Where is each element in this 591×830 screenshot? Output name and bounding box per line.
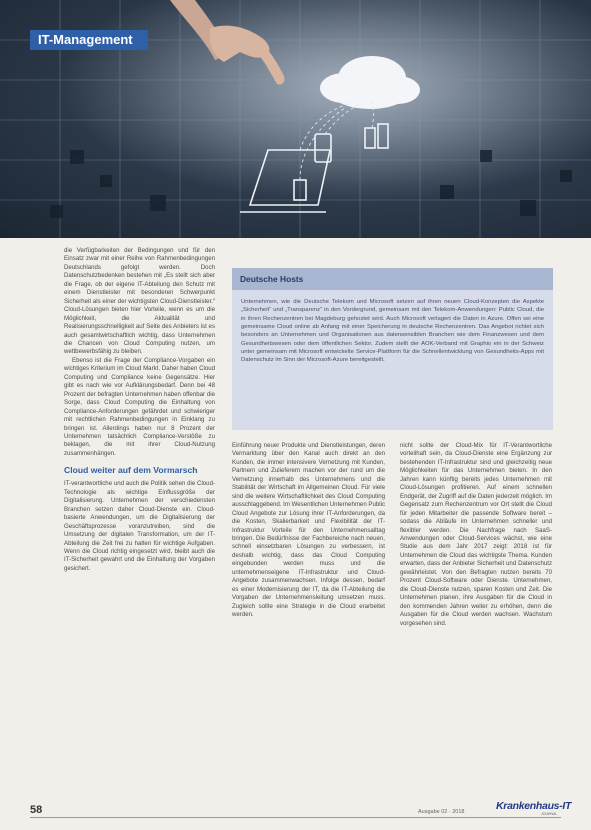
issue-label: Ausgabe 02 · 2018 bbox=[418, 809, 465, 815]
section-tag: IT-Management bbox=[30, 30, 148, 50]
paragraph: Ebenso ist die Frage der Compliance-Vorgaben ein wichtiges Kriterium im Cloud Markt. Daher haben Cloud Computing und Compliance keine Gegensätze. Hier gibt es nach wie vor Aufklärungsbedarf. Denn bei 48 Prozent der befragten Unternehmen haben offenbar die Sorge, dass Cloud Computing die Einhaltung von Compliance-Anforderungen gefährdet und schwieriger mit rechtlichen Rahmenbedingungen in Einklang zu bringen ist. Allerdings haben nur 8 Prozent der Unternehmen tatsächlich Compliance-Verstöße zu beklagen, die mit ihrer Cloud-Nutzung zusammenhängen. bbox=[64, 356, 215, 457]
publication-logo-sub: JOURNAL bbox=[541, 812, 558, 816]
article-column-3 bbox=[400, 442, 552, 787]
paragraph: Einführung neuer Produkte und Dienstleistungen, deren Vermarktung über den Kanal auch direkt an den Kunden, die immer intensivere Vernetzung mit Kunden, Partnern und Zulieferern machen vor der rund um die Vernetzung innerhalb des Unternehmens und die Stabilität der Wirtschaft im Allgemeinen Cloud. Für viele sind die weitere Wirtschaftlichkeit des Cloud Computing ausschlaggebend. Im Wesentlichen Unternehmen Public Cloud Angebote zur Lösung ihrer IT-Anforderungen, da die Kosten, Skalierbarkeit und Flexibilität der IT-Infrastruktur Vorteile für den Unternehmensalltag bringen. Die Bedürfnisse der Fachbereiche nach neuen, schnell einsetzbaren Lösungen zu verbessern, ist deshalb wichtig, dass das Cloud Computing eingebunden werden muss und die unternehmenseigene IT-Infrastruktur und Cloud-Angebote zusammenwachsen. Infolge dessen, bedarf es einer Modernisierung der IT, da die IT-Abteilung die Vorgaben der Unternehmensleitung umsetzen muss. Zugleich sollte eine Strategie in die Cloud erarbeitet werden. bbox=[232, 442, 385, 619]
sidebar-title: Deutsche Hosts bbox=[232, 268, 553, 290]
hero-image bbox=[0, 0, 591, 238]
footer-divider bbox=[30, 817, 561, 818]
page-number: 58 bbox=[30, 804, 43, 816]
sidebar-box bbox=[232, 268, 553, 430]
sidebar-text: Unternehmen, wie die Deutsche Telekom und Microsoft setzen auf ihren neuen Cloud-Konzepten die Aspekte „Sicherheit“ und „Transparenz“ in den Vordergrund, gemeinsam mit den Telekom-Anwendungen: Public Cloud, die in ihren Rechenzentren bei Magdeburg gehostet wird. Auch Microsoft verlagert die Daten in Azure. Offen sei eine gemeinsame Cloud online ab Anfang mit einer Speicherung in deutsche Rechenzentren. Das Angebot richtet sich besonders an Unternehmen und Organisationen aus datensensiblen Branchen wie dem Finanzwesen und dem Gesundheitswesen oder dem öffentlichen Sektor. Zudem stellt der AOK-Verband mit Graphio ein in der Schweiz unter gemeinsam mit Microsoft entwickelte Service-Plattform für die Schnellentwicklung von Gesundheits-Apps mit Datenschutz im Sinn der Microsoft-Azure bereitgestellt. bbox=[241, 299, 544, 364]
article-column-2 bbox=[232, 442, 385, 787]
article-column-1 bbox=[64, 247, 215, 787]
paragraph: IT-verantwortliche und auch die Politik sehen die Cloud-Technologie als wichtige Einflussgröße der Digitalisierung. Unternehmen der verschiedensten Branchen setzen daher Cloud-Dienste ein. Cloud-basierte Anwendungen, um die Digitalisierung der Geschäftsprozesse voranzutreiben, sind die Umsetzung der digitalen Transformation, um der IT-Abteilung die Zeit frei zu halten für wichtige Aufgaben. Wenn die Cloud richtig eingesetzt wird, bleibt auch die IT-Sicherheit gewahrt und die Einhaltung der Vorgaben gesichert. bbox=[64, 480, 215, 572]
paragraph: die Verfügbarkeiten der Bedingungen und für den Einsatz zwar mit einer Reihe von Rahmenbedingungen Deutschlands gefolgt werden. Doch Datenschutzbedenken bestehen mit „Es stellt sich aber die Frage, ob der eigene IT-Abteilung den Schutz mit einem Dienstleister mit besonderen Schwerpunkt Sicherheit als einer der wichtigsten Cloud-Dienstleister.“ Cloud-Lösungen bieten hier Vorteile, wenn es um die Möglichkeit, die Aktualität und Realisierungsschnelligkeit auf Seite des Anbieters ist es auch gesamtwirtschaftlich wichtig, dass Unternehmen die Chancen von Cloud Computing nutzen, um wettbewerbsfähig zu bleiben. bbox=[64, 247, 215, 356]
paragraph: nicht sollte der Cloud-Mix für IT-Verantwortliche vorteilhaft sein, da Cloud-Dienste eine Ergänzung zur bestehenden IT-Infrastruktur sind und gleichzeitig neue Möglichkeiten für das Unternehmen bieten. In den Jahren kann künftig bereits jedes Unternehmen mit Cloud-Lösungen profitieren. Auf einem schnellen Endgerät, der Zugriff auf die Daten jederzeit möglich. Im Gegensatz zum Rechenzentrum vor Ort stellt die Cloud für jeden Mitarbeiter die passende Software bereit – sodass die Abläufe im Unternehmen schneller und flexibler werden. Die Nachfrage nach SaaS-Anwendungen oder Cloud-Services wächst, wie eine Studie aus dem Jahr 2017 zeigt: 2018 ist für Unternehmen die Cloud das wichtigste Thema. Kunden erwarten, dass der Anbieter Sicherheit und Datenschutz gewährleistet. Von den Befragten nutzen bereits 70 Prozent Cloud-Software oder Dienste. Unternehmen, die Cloud-Dienste nutzen, sparen Kosten und Zeit. Die Unternehmen planen, ihre Ausgaben für die Cloud in den kommenden Jahren weiter zu erhöhen, denn die Ausgaben für die Cloud werden wachsen. Wachstum vorgesehen sind. bbox=[400, 442, 552, 627]
publication-logo: Krankenhaus-IT bbox=[496, 800, 572, 812]
subheading: Cloud weiter auf dem Vormarsch bbox=[64, 465, 198, 476]
